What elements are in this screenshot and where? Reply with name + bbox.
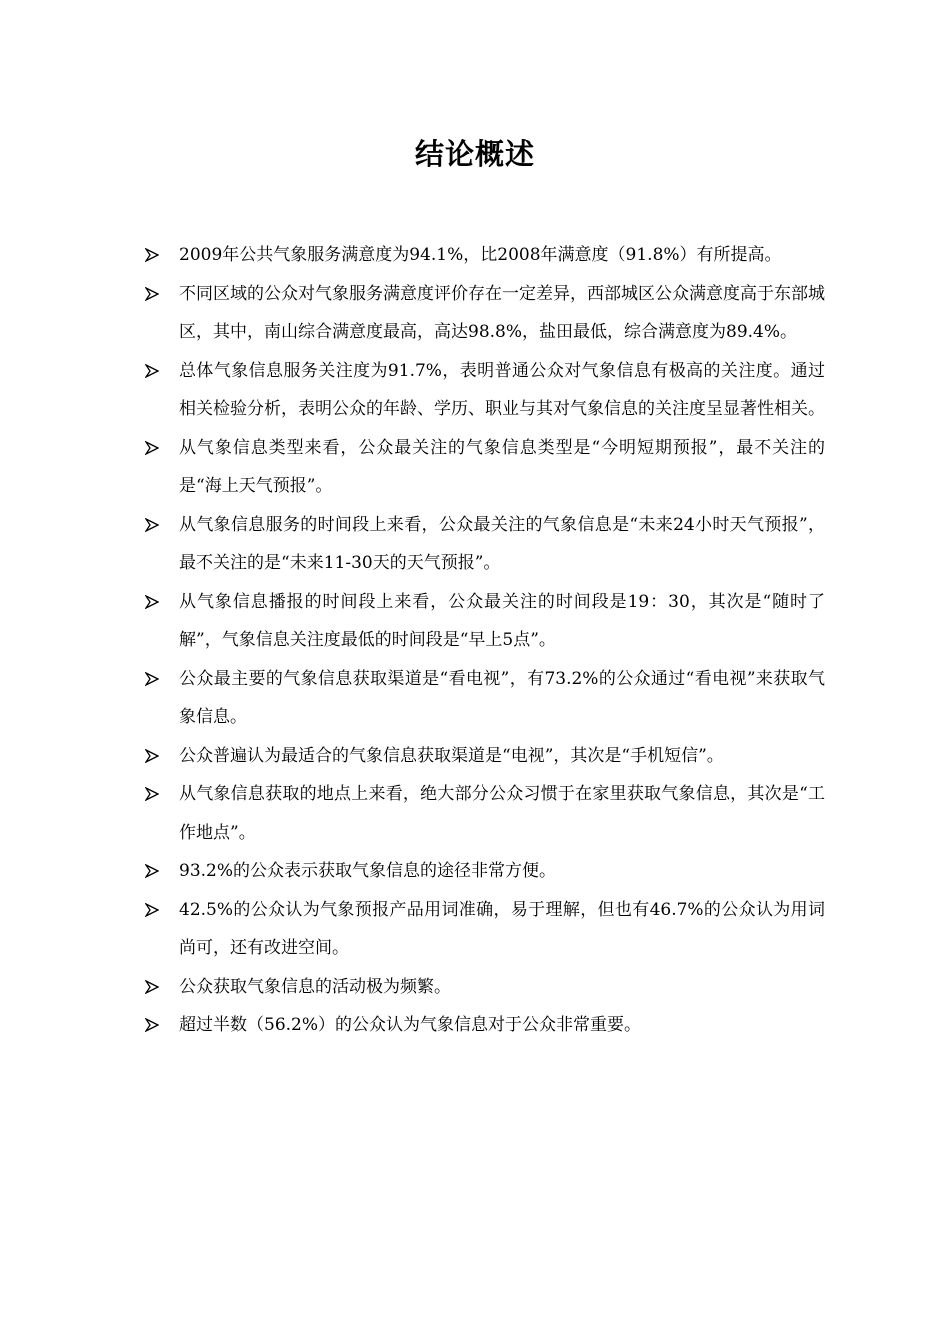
arrowhead-bullet-icon (145, 903, 159, 917)
arrowhead-bullet-icon (145, 364, 159, 378)
list-item (145, 1006, 825, 1045)
list-item-text: 42.5%的公众认为气象预报产品用词准确，易于理解，但也有46.7%的公众认为用词尚可，还有改进空间。 (179, 899, 825, 958)
list-item-text: 2009年公共气象服务满意度为94.1%，比2008年满意度（91.8%）有所提高。 (179, 245, 782, 265)
list-item-text: 公众普遍认为最适合的气象信息获取渠道是“电视”，其次是“手机短信”。 (179, 745, 724, 766)
arrowhead-bullet-icon (145, 595, 159, 609)
list-item-text: 总体气象信息服务关注度为91.7%，表明普通公众对气象信息有极高的关注度。通过相关检验分析，表明公众的年龄、学历、职业与其对气象信息的关注度呈显著性相关。 (179, 360, 825, 419)
conclusion-list (145, 236, 825, 1045)
list-item-text: 超过半数（56.2%）的公众认为气象信息对于公众非常重要。 (179, 1015, 642, 1035)
arrowhead-bullet-icon (145, 441, 159, 455)
arrowhead-bullet-icon (145, 864, 159, 878)
arrowhead-bullet-icon (145, 749, 159, 763)
list-item-text: 公众最主要的气象信息获取渠道是“看电视”，有73.2%的公众通过“看电视”来获取气象信息。 (179, 668, 825, 727)
arrowhead-bullet-icon (145, 787, 159, 801)
arrowhead-bullet-icon (145, 287, 159, 301)
arrowhead-bullet-icon (145, 518, 159, 532)
list-item (145, 852, 825, 891)
list-item (145, 506, 825, 583)
list-item-text: 从气象信息获取的地点上来看，绝大部分公众习惯于在家里获取气象信息，其次是“工作地点”。 (179, 784, 825, 843)
list-item-text: 不同区域的公众对气象服务满意度评价存在一定差异，西部城区公众满意度高于东部城区，其中，南山综合满意度最高，高达98.8%，盐田最低，综合满意度为89.4%。 (179, 283, 825, 342)
list-item-text: 从气象信息播报的时间段上来看，公众最关注的时间段是19：30，其次是“随时了解”，气象信息关注度最低的时间段是“早上5点”。 (179, 591, 825, 650)
list-item (145, 968, 825, 1007)
list-item (145, 660, 825, 737)
arrowhead-bullet-icon (145, 980, 159, 994)
list-item-text: 从气象信息类型来看，公众最关注的气象信息类型是“今明短期预报”，最不关注的是“海上天气预报”。 (179, 437, 825, 496)
list-item (145, 891, 825, 968)
arrowhead-bullet-icon (145, 1018, 159, 1032)
list-item (145, 236, 825, 275)
page-title: 结论概述 (414, 137, 535, 171)
list-item-text: 从气象信息服务的时间段上来看，公众最关注的气象信息是“未来24小时天气预报”，最不关注的是“未来11-30天的天气预报”。 (179, 514, 825, 573)
list-item (145, 583, 825, 660)
list-item-text: 93.2%的公众表示获取气象信息的途径非常方便。 (179, 861, 557, 881)
list-item (145, 275, 825, 352)
list-item (145, 429, 825, 506)
list-item (145, 352, 825, 429)
list-item-text: 公众获取气象信息的活动极为频繁。 (179, 976, 451, 997)
list-item (145, 737, 825, 776)
arrowhead-bullet-icon (145, 248, 159, 262)
arrowhead-bullet-icon (145, 672, 159, 686)
list-item (145, 775, 825, 852)
